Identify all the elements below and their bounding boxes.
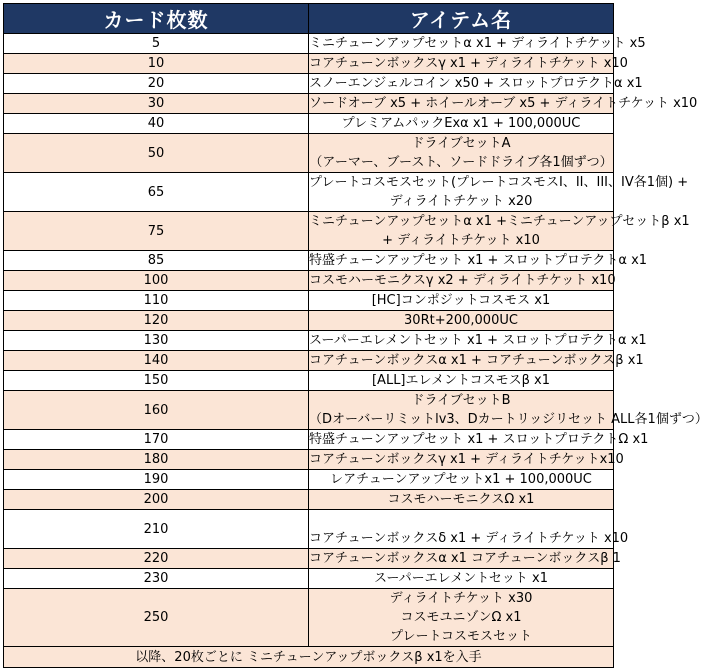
card-count-cell: 130: [4, 331, 309, 351]
footer-note: 以降、20枚ごとに ミニチューンアップボックスβ x1を入手: [4, 647, 614, 668]
card-count-cell: 10: [4, 54, 309, 74]
card-count-cell: 5: [4, 34, 309, 54]
item-name-line: コアチューンボックスδ x1 + ディライトチケット x10: [309, 531, 629, 546]
table-row: [4, 510, 614, 549]
item-name-cell: [309, 34, 646, 54]
card-count-cell: 75: [4, 212, 309, 251]
card-count-cell: 140: [4, 351, 309, 371]
item-name-cell: [309, 450, 624, 470]
card-count-cell: 170: [4, 430, 309, 450]
item-name-cell: [309, 311, 614, 331]
table-row: [4, 331, 614, 351]
header-row: [4, 4, 614, 34]
table-row: [4, 351, 614, 371]
item-name-cell: [309, 291, 614, 311]
item-name-line: レアチューンアップセットx1 + 100,000UC: [330, 472, 592, 487]
card-count-cell: 210: [4, 510, 309, 549]
table-row: [4, 549, 614, 569]
table-row: [4, 569, 614, 589]
table-row: [4, 94, 614, 114]
item-name-line: コアチューンボックスγ x1 + ディライトチケット x10: [309, 56, 628, 71]
table-row: [4, 271, 614, 291]
table-row: [4, 74, 614, 94]
item-name-line: コスモハーモニクスγ x2 + ディライトチケット x10: [309, 273, 616, 288]
item-name-line: [HC]コンポジットコスモス x1: [371, 293, 551, 308]
table-row: [4, 430, 614, 450]
card-count-cell: 20: [4, 74, 309, 94]
card-count-cell: 160: [4, 391, 309, 430]
reward-rows: [4, 34, 708, 647]
item-name-line: コスモハーモニクスΩ x1: [387, 492, 535, 507]
item-name-cell: [309, 351, 644, 371]
card-count-cell: 180: [4, 450, 309, 470]
card-count-cell: 120: [4, 311, 309, 331]
item-name-cell: [309, 470, 614, 490]
item-name-line: ソードオーブ x5 + ホイールオーブ x5 + ディライトチケット x10: [309, 96, 698, 111]
table-row: [4, 173, 614, 212]
item-name-line: スーパーエレメントセット x1 + スロットプロテクトα x1: [309, 333, 647, 348]
item-name-cell: [309, 74, 643, 94]
item-name-cell: [309, 371, 614, 391]
item-name-line: [309, 510, 613, 529]
item-name-line: （Dオーバーリミットlv3、Dカートリッジリセット ALL各1個ずつ）: [309, 412, 708, 427]
reward-table: [3, 3, 708, 668]
item-name-line: [ALL]エレメントコスモスβ x1: [371, 373, 550, 388]
item-name-line: スノーエンジェルコイン x50 + スロットプロテクトα x1: [309, 76, 643, 91]
table-row: [4, 450, 614, 470]
item-name-cell: [309, 212, 690, 251]
item-name-cell: [309, 549, 621, 569]
card-count-cell: 110: [4, 291, 309, 311]
item-name-line: プレートコスモスセット: [390, 629, 532, 644]
table-row: [4, 114, 614, 134]
table-row: [4, 134, 614, 173]
card-count-cell: 200: [4, 490, 309, 510]
table-row: [4, 470, 614, 490]
item-name-line: ディライトチケット x30: [389, 591, 533, 606]
item-name-cell: [309, 490, 614, 510]
item-name-cell: [309, 331, 647, 351]
item-name-cell: [309, 391, 708, 430]
footer-row: [4, 647, 614, 668]
card-count-cell: 250: [4, 589, 309, 647]
table-row: [4, 291, 614, 311]
table-row: [4, 34, 614, 54]
item-name-cell: [309, 430, 649, 450]
item-name-line: コアチューンボックスγ x1 + ディライトチケットx10: [309, 452, 624, 467]
item-name-line: 30Rt+200,000UC: [404, 313, 518, 328]
item-name-line: ドライブセットB: [411, 393, 511, 408]
item-name-line: （アーマー、ブースト、ソードドライブ各1個ずつ）: [309, 155, 613, 170]
header-item-name: アイテム名: [309, 4, 614, 34]
table-row: [4, 251, 614, 271]
table-row: [4, 212, 614, 251]
item-name-cell: [309, 114, 614, 134]
item-name-cell: [309, 569, 614, 589]
table-row: [4, 371, 614, 391]
item-name-line: スーパーエレメントセット x1: [373, 571, 549, 586]
item-name-line: ミニチューンアップセットα x1 + ディライトチケット x5: [309, 36, 646, 51]
card-count-cell: 50: [4, 134, 309, 173]
item-name-line: + ディライトチケット x10: [382, 233, 540, 248]
item-name-line: 特盛チューンアップセット x1 + スロットプロテクトα x1: [309, 253, 648, 268]
item-name-cell: [309, 134, 614, 173]
item-name-cell: [309, 271, 614, 291]
card-count-cell: 85: [4, 251, 309, 271]
card-count-cell: 40: [4, 114, 309, 134]
item-name-line: ドライブセットA: [411, 136, 511, 151]
card-count-cell: 190: [4, 470, 309, 490]
header-card-count: カード枚数: [4, 4, 309, 34]
item-name-line: プレミアムパックExα x1 + 100,000UC: [341, 116, 581, 131]
card-count-cell: 30: [4, 94, 309, 114]
item-name-line: 特盛チューンアップセット x1 + スロットプロテクトΩ x1: [309, 432, 649, 447]
item-name-line: コアチューンボックスα x1 + コアチューンボックスβ x1: [309, 353, 644, 368]
card-count-cell: 230: [4, 569, 309, 589]
item-name-cell: [309, 589, 614, 647]
item-name-cell: [309, 173, 689, 212]
card-count-cell: 65: [4, 173, 309, 212]
item-name-cell: [309, 251, 648, 271]
item-name-cell: [309, 94, 698, 114]
item-name-line: コアチューンボックスα x1 コアチューンボックスβ 1: [309, 551, 621, 566]
card-count-cell: 100: [4, 271, 309, 291]
table-row: [4, 589, 614, 647]
item-name-cell: [309, 510, 629, 549]
item-name-cell: [309, 54, 628, 74]
item-name-line: ミニチューンアップセットα x1 +ミニチューンアップセットβ x1: [309, 214, 690, 229]
card-count-cell: 150: [4, 371, 309, 391]
table-row: [4, 54, 614, 74]
card-count-cell: 220: [4, 549, 309, 569]
table-row: [4, 391, 614, 430]
table-row: [4, 490, 614, 510]
item-name-line: プレートコスモスセット(プレートコスモスI、II、III、IV各1個) +: [309, 175, 689, 190]
table-row: [4, 311, 614, 331]
item-name-line: コスモユニゾンΩ x1: [400, 610, 522, 625]
item-name-line: ディライトチケット x20: [389, 194, 533, 209]
